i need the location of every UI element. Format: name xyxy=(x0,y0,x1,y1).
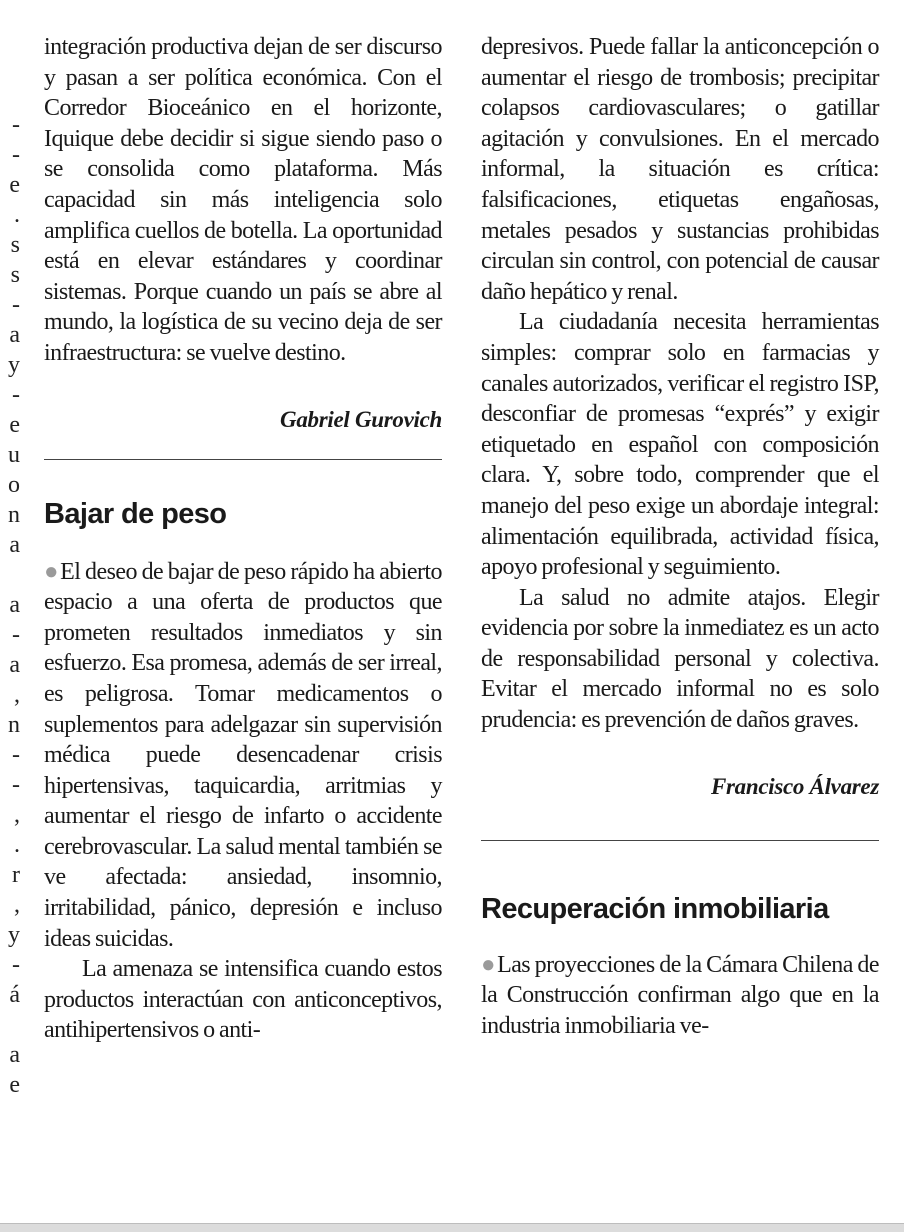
recuperacion-inmobiliaria-paragraph-1: ●Las proyecciones de la Cámara Chilena de la Construcción confirman algo que en la industria inmobiliaria ve- xyxy=(481,951,879,1039)
edge-fragment: a xyxy=(9,1042,20,1068)
edge-fragment: o xyxy=(8,472,20,498)
edge-fragment: a xyxy=(9,592,20,618)
gurovich-closing-paragraph: integración productiva dejan de ser discurso y pasan a ser política económica. Con el Corredor Bioceánico en el horizonte, Iquique debe decidir si sigue siendo paso o se consolida como plataforma. Más capacidad sin más inteligencia solo amplifica cuellos de botella. La oportunidad está en elevar estándares y coordinar sistemas. Porque cuando un país se abre al mundo, la logística de su vecino deja de ser infraestructura: se vuelve destino. xyxy=(44,34,442,366)
lead-bullet-icon: ● xyxy=(481,951,496,978)
edge-fragment: , xyxy=(14,892,20,918)
edge-fragment: r xyxy=(12,862,20,888)
edge-fragment: , xyxy=(14,802,20,828)
bajar-de-peso-paragraph-4: La ciudadanía necesita herramientas simples: comprar solo en farmacias y canales autorizados, verificar el registro ISP, desconfiar de promesas “exprés” y exigir etiquetado en español con composición clara. Y, sobre todo, comprender que el manejo del peso exige un abordaje integral: alimentación equilibrada, actividad física, apoyo profesional y seguimiento. xyxy=(481,309,879,581)
edge-fragment: e xyxy=(9,1072,20,1098)
byline-gurovich: Gabriel Gurovich xyxy=(280,406,442,432)
bajar-de-peso-paragraph-1: ●El deseo de bajar de peso rápido ha abierto espacio a una oferta de productos que prometen resultados inmediatos y sin esfuerzo. Esa promesa, además de ser irreal, es peligrosa. Tomar medicamentos o suplementos para adelgazar sin supervisión médica puede desencadenar crisis hipertensivas, taquicardia, arritmias y aumentar el riesgo de infarto o accidente cerebrovascular. La salud mental también se ve afectada: ansiedad, insomnio, irritabilidad, pánico, depresión e incluso ideas suicidas. xyxy=(44,558,442,952)
edge-fragment: u xyxy=(8,442,20,468)
byline-alvarez: Francisco Álvarez xyxy=(710,773,879,799)
edge-fragment: a xyxy=(9,532,20,558)
article-heading-recuperacion-inmobiliaria: Recuperación inmobiliaria xyxy=(481,892,829,925)
left-edge-cropped-column xyxy=(0,110,20,1100)
column-1 xyxy=(44,32,442,1046)
edge-fragment: - xyxy=(12,622,20,648)
edge-fragment: - xyxy=(12,952,20,978)
edge-fragment: á xyxy=(9,982,20,1008)
edge-fragment: a xyxy=(9,652,20,678)
edge-fragment: . xyxy=(14,202,20,228)
edge-fragment xyxy=(0,560,20,590)
edge-fragment: , xyxy=(14,682,20,708)
edge-fragment: e xyxy=(9,172,20,198)
edge-fragment: a xyxy=(9,322,20,348)
edge-fragment: s xyxy=(10,232,20,258)
edge-fragment xyxy=(0,1010,20,1040)
section-divider xyxy=(481,840,879,841)
edge-fragment: n xyxy=(8,712,20,738)
section-divider xyxy=(44,459,442,460)
edge-fragment: - xyxy=(12,292,20,318)
edge-fragment: - xyxy=(12,382,20,408)
edge-fragment: y xyxy=(8,922,20,948)
bajar-de-peso-paragraph-3: depresivos. Puede fallar la anticoncepción o aumentar el riesgo de trombosis; precipitar colapsos cardiovasculares; o gatillar agitación y convulsiones. En el mercado informal, la situación es crítica: falsificaciones, etiquetas engañosas, metales pesados y sustancias prohibidas circulan sin control, con potencial de causar daño hepático y renal. xyxy=(481,34,879,305)
edge-fragment: s xyxy=(10,262,20,288)
edge-fragment: - xyxy=(12,112,20,138)
lead-bullet-icon: ● xyxy=(44,558,59,585)
edge-fragment: - xyxy=(12,772,20,798)
bajar-de-peso-paragraph-2: La amenaza se intensifica cuando estos productos interactúan con anticonceptivos, antihipertensivos o anti- xyxy=(44,956,442,1044)
article-heading-bajar-de-peso: Bajar de peso xyxy=(44,497,227,530)
column-2 xyxy=(481,32,879,1041)
edge-fragment: y xyxy=(8,352,20,378)
edge-fragment: e xyxy=(9,412,20,438)
bajar-de-peso-paragraph-5: La salud no admite atajos. Elegir evidencia por sobre la inmediatez es un acto de responsabilidad personal y colectiva. Evitar el mercado informal no es solo prudencia: es prevención de daños graves. xyxy=(481,584,879,734)
page-bottom-edge xyxy=(0,1223,904,1232)
edge-fragment: - xyxy=(12,142,20,168)
edge-fragment: - xyxy=(12,742,20,768)
edge-fragment: n xyxy=(8,502,20,528)
edge-fragment: . xyxy=(14,832,20,858)
